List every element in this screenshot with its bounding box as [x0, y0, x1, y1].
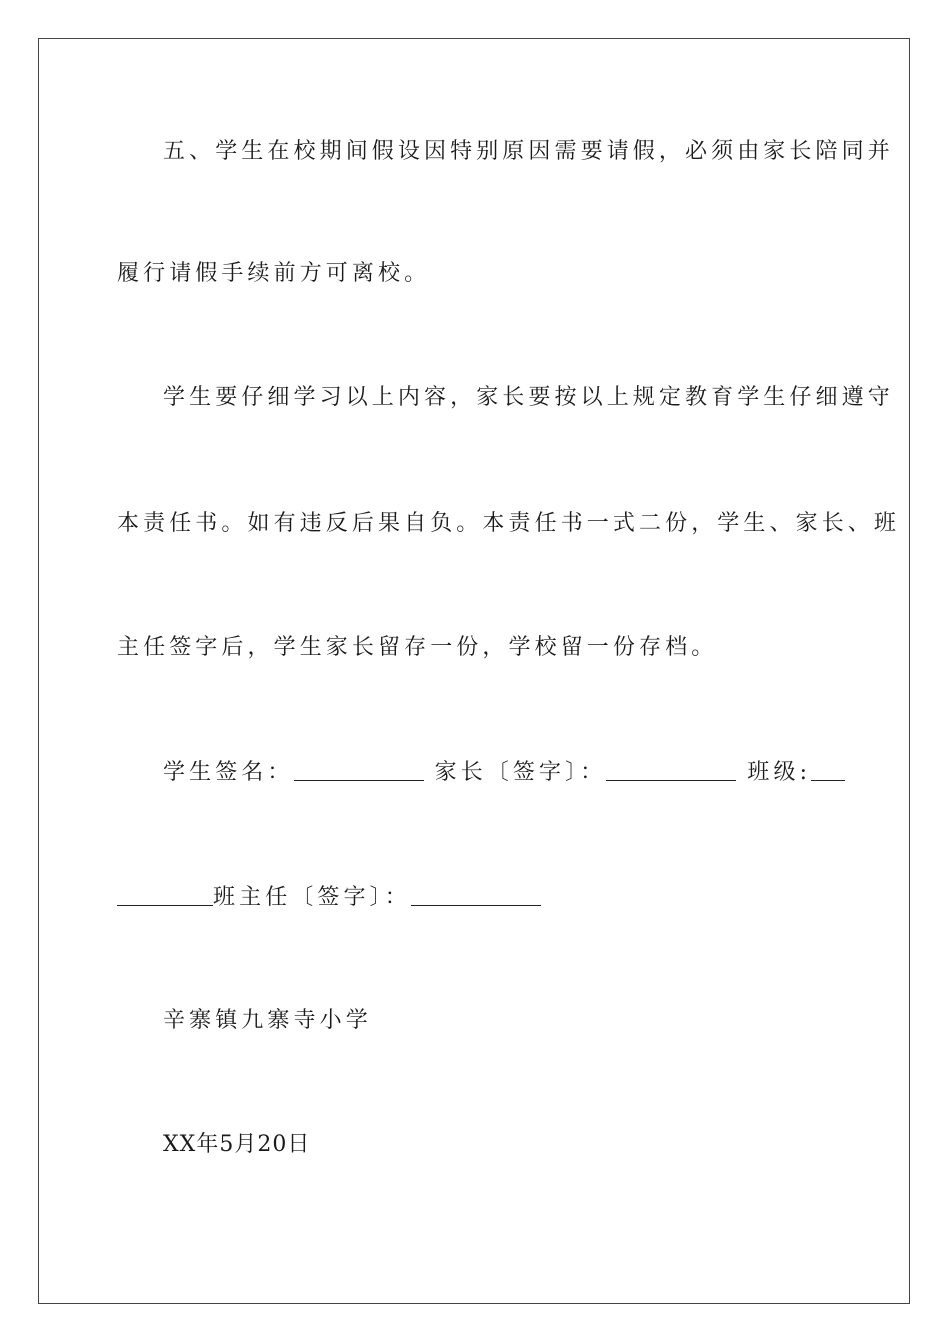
para5-line2: 履行请假手续前方可离校。 [117, 261, 431, 286]
teacher-signature-label: 班主任〔签字〕： [213, 885, 411, 910]
closing-line2: 本责任书。如有违反后果自负。本责任书一式二份，学生、家长、班 [117, 511, 901, 536]
class-label: 班级: [747, 760, 812, 785]
class-field-continued[interactable] [117, 883, 213, 906]
signature-row-1 [163, 758, 837, 788]
class-field[interactable] [811, 758, 845, 781]
closing-line1: 学生要仔细学习以上内容，家长要按以上规定教育学生仔细遵守 [163, 385, 894, 410]
parent-signature-label: 家长〔签字〕： [434, 760, 607, 785]
closing-line3: 主任签字后，学生家长留存一份，学校留一份存档。 [117, 635, 718, 660]
para5-line1: 五、学生在校期间假设因特别原因需要请假，必须由家长陪同并 [163, 139, 894, 164]
teacher-signature-field[interactable] [411, 883, 541, 906]
student-signature-label: 学生签名： [163, 760, 294, 785]
document-date: XX年5月20日 [163, 1132, 311, 1157]
student-signature-field[interactable] [294, 758, 424, 781]
page-border [38, 38, 910, 1304]
school-name: 辛寨镇九寨寺小学 [163, 1008, 372, 1033]
signature-row-2 [117, 883, 837, 913]
parent-signature-field[interactable] [606, 758, 736, 781]
